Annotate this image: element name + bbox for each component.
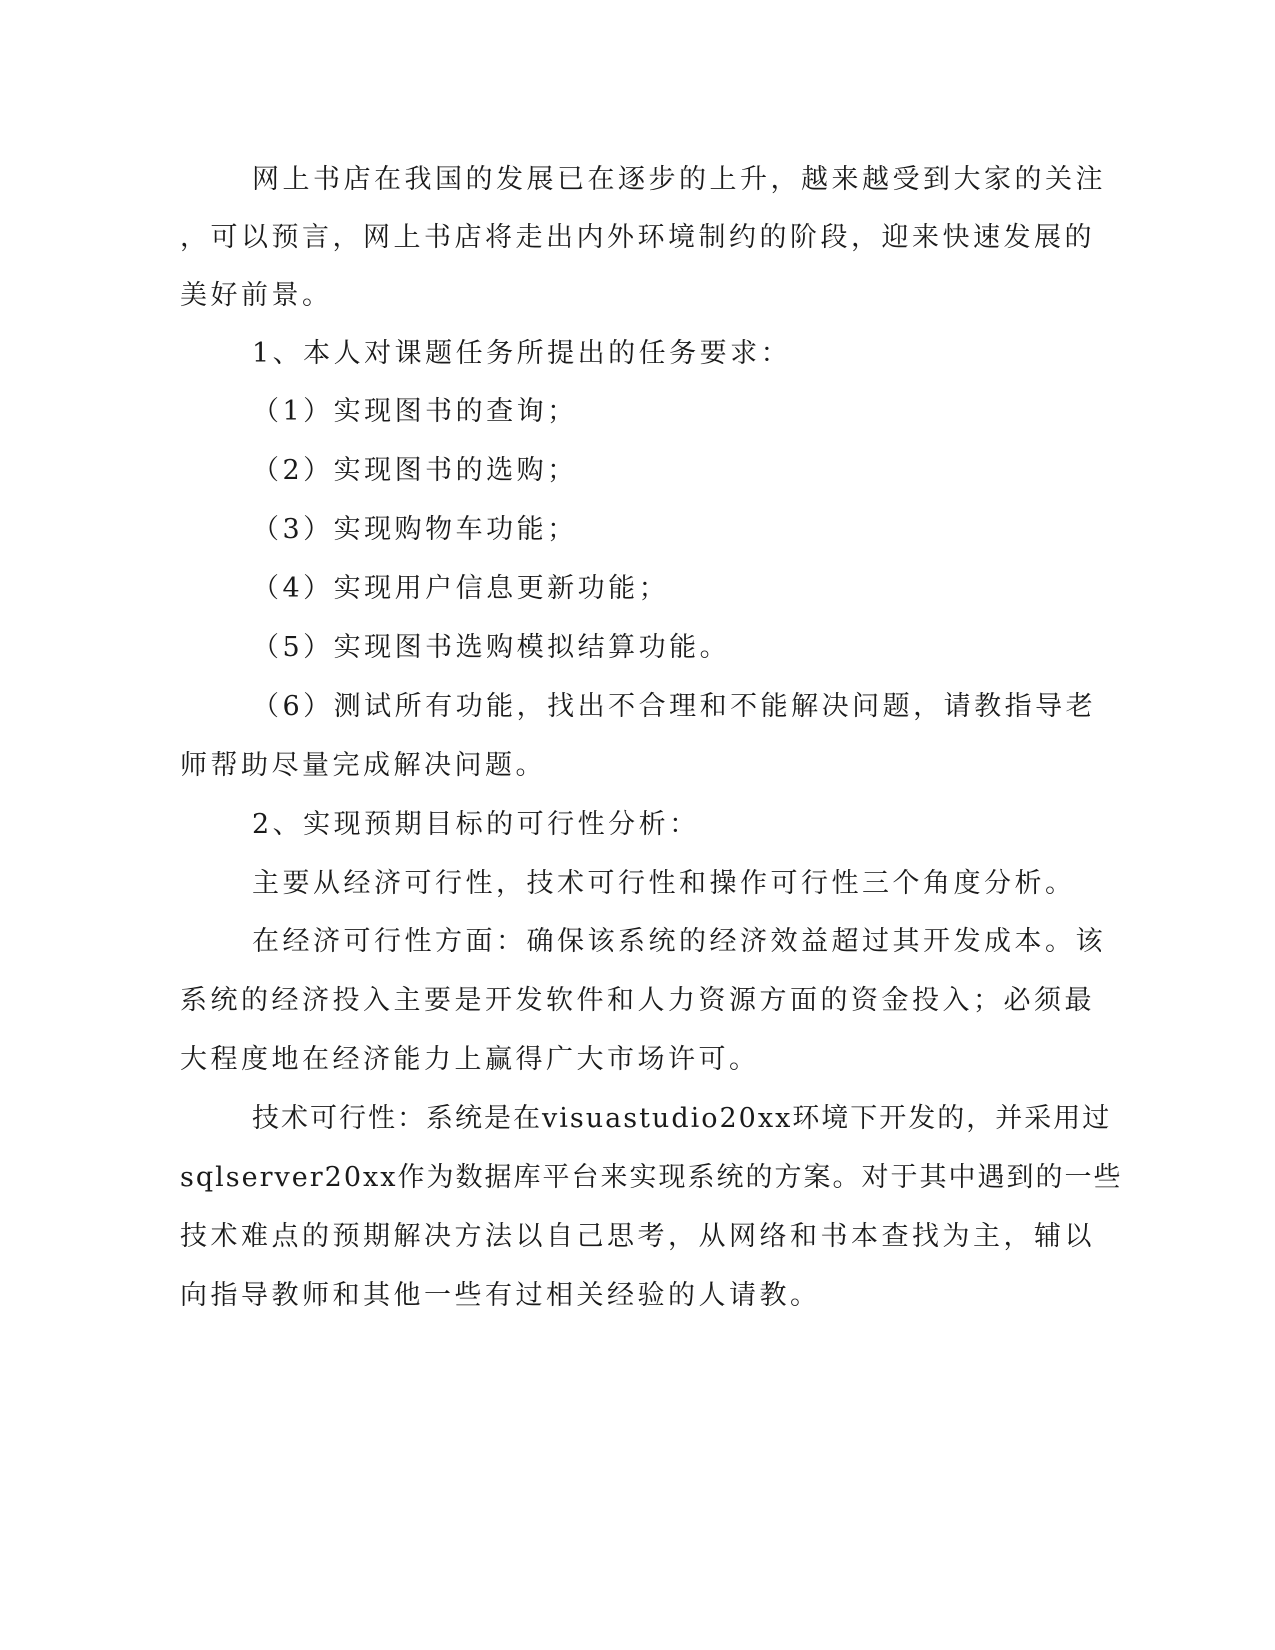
technical-feasibility-line-1: 技术可行性：系统是在visuastudio20xx环境下开发的，并采用过 (252, 1103, 1112, 1134)
requirement-item-2: （2）实现图书的选购； (252, 455, 578, 486)
economic-feasibility-line-3: 大程度地在经济能力上赢得广大市场许可。 (180, 1044, 760, 1075)
paragraph-intro-line-1: 网上书店在我国的发展已在逐步的上升，越来越受到大家的关注 (252, 164, 1106, 195)
feasibility-summary: 主要从经济可行性，技术可行性和操作可行性三个角度分析。 (252, 868, 1076, 899)
requirement-item-4: （4）实现用户信息更新功能； (252, 573, 670, 604)
section-heading-feasibility: 2、实现预期目标的可行性分析： (252, 809, 700, 840)
section-heading-requirements: 1、本人对课题任务所提出的任务要求： (252, 338, 792, 369)
economic-feasibility-line-1: 在经济可行性方面：确保该系统的经济效益超过其开发成本。该 (252, 926, 1106, 957)
requirement-item-6-line-1: （6）测试所有功能，找出不合理和不能解决问题，请教指导老 (252, 691, 1097, 722)
economic-feasibility-line-2: 系统的经济投入主要是开发软件和人力资源方面的资金投入；必须最 (180, 985, 1095, 1016)
paragraph-intro-line-2: ，可以预言，网上书店将走出内外环境制约的阶段，迎来快速发展的 (180, 222, 1095, 253)
requirement-item-3: （3）实现购物车功能； (252, 514, 578, 545)
requirement-item-1: （1）实现图书的查询； (252, 396, 578, 427)
requirement-item-6-line-2: 师帮助尽量完成解决问题。 (180, 750, 546, 781)
requirement-item-5: （5）实现图书选购模拟结算功能。 (252, 632, 731, 663)
technical-feasibility-line-3: 技术难点的预期解决方法以自己思考，从网络和书本查找为主，辅以 (180, 1221, 1095, 1252)
technical-feasibility-line-4: 向指导教师和其他一些有过相关经验的人请教。 (180, 1280, 821, 1311)
paragraph-intro-line-3: 美好前景。 (180, 280, 333, 311)
technical-feasibility-line-2: sqlserver20xx作为数据库平台来实现系统的方案。对于其中遇到的一些 (180, 1162, 1123, 1193)
